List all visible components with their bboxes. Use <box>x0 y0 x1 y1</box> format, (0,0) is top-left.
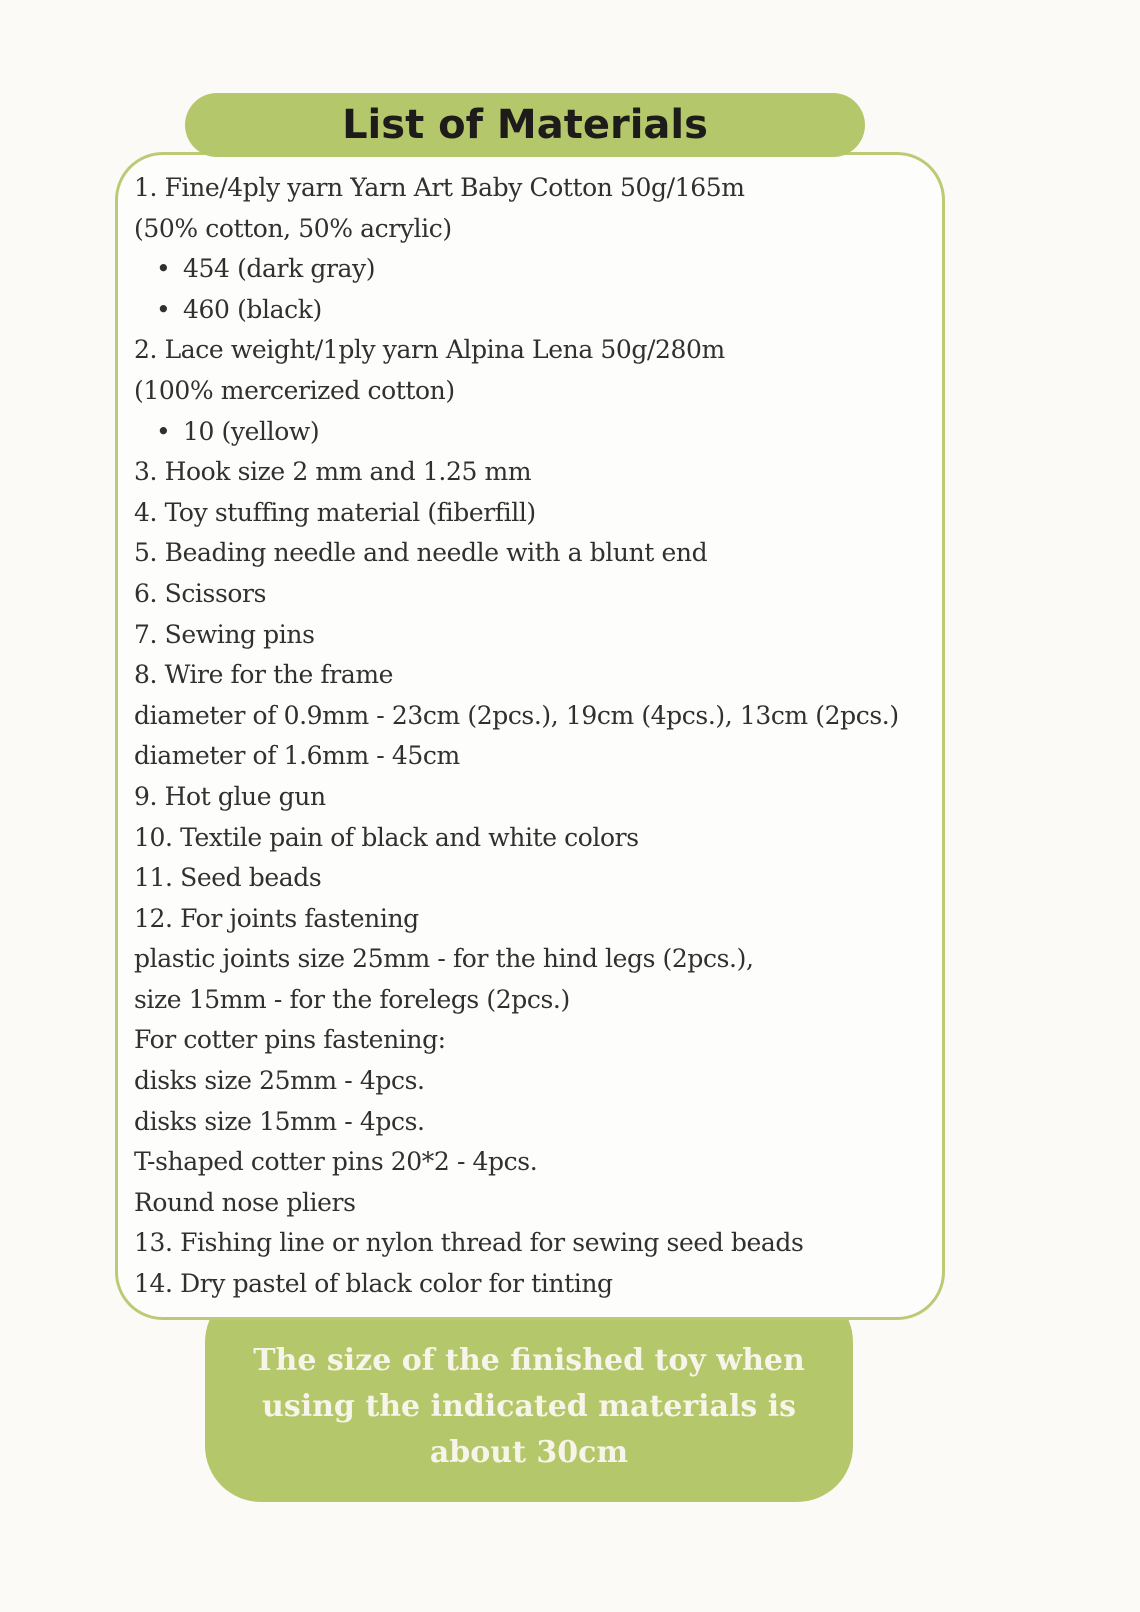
material-line: 1. Fine/4ply yarn Yarn Art Baby Cotton 50g/165m <box>134 173 745 202</box>
material-line: 11. Seed beads <box>134 863 322 893</box>
material-bullet-text: 454 (dark gray) <box>183 254 376 284</box>
material-line: 3. Hook size 2 mm and 1.25 mm <box>134 457 532 487</box>
material-line: For cotter pins fastening: <box>134 1025 446 1055</box>
material-bullet-item <box>134 249 940 290</box>
material-line: 4. Toy stuffing material (fiberfill) <box>134 497 536 527</box>
material-bullet-item <box>134 412 940 453</box>
material-line: 12. For joints fastening <box>134 903 419 933</box>
material-bullet-item <box>134 290 940 331</box>
material-line: 13. Fishing line or nylon thread for sewing seed beads <box>134 1228 804 1258</box>
materials-box <box>115 152 945 1320</box>
material-line: 14. Dry pastel of black color for tinting <box>134 1269 613 1299</box>
material-line: T-shaped cotter pins 20*2 - 4pcs. <box>134 1147 538 1177</box>
material-bullet-text: 10 (yellow) <box>183 416 320 446</box>
material-line: 10. Textile pain of black and white colors <box>134 822 639 852</box>
bullet-icon: • <box>156 416 171 446</box>
bullet-icon: • <box>156 254 171 284</box>
material-line: disks size 25mm - 4pcs. <box>134 1066 425 1096</box>
bullet-icon: • <box>156 294 171 324</box>
page-title: List of Materials <box>342 102 708 148</box>
material-line: 7. Sewing pins <box>134 619 315 649</box>
title-banner <box>185 93 865 157</box>
material-line: 9. Hot glue gun <box>134 781 326 811</box>
material-line: diameter of 0.9mm - 23cm (2pcs.), 19cm (4pcs.), 13cm (2pcs.) <box>134 700 899 730</box>
material-line: Round nose pliers <box>134 1187 356 1217</box>
material-line: 6. Scissors <box>134 578 267 608</box>
material-line: 8. Wire for the frame <box>134 660 394 690</box>
footer-note-text: The size of the finished toy when using the indicated materials is about 30cm <box>253 1343 805 1470</box>
material-line: disks size 15mm - 4pcs. <box>134 1106 425 1136</box>
material-line: diameter of 1.6mm - 45cm <box>134 741 460 771</box>
material-line: (100% mercerized cotton) <box>134 375 455 405</box>
material-line: 2. Lace weight/1ply yarn Alpina Lena 50g/280m <box>134 335 725 365</box>
material-line: plastic joints size 25mm - for the hind legs (2pcs.), <box>134 944 754 974</box>
material-line: (50% cotton, 50% acrylic) <box>134 213 452 243</box>
materials-list <box>118 155 942 1305</box>
material-line: 5. Beading needle and needle with a blunt end <box>134 538 708 568</box>
material-bullet-text: 460 (black) <box>183 294 322 324</box>
material-line: size 15mm - for the forelegs (2pcs.) <box>134 984 570 1014</box>
